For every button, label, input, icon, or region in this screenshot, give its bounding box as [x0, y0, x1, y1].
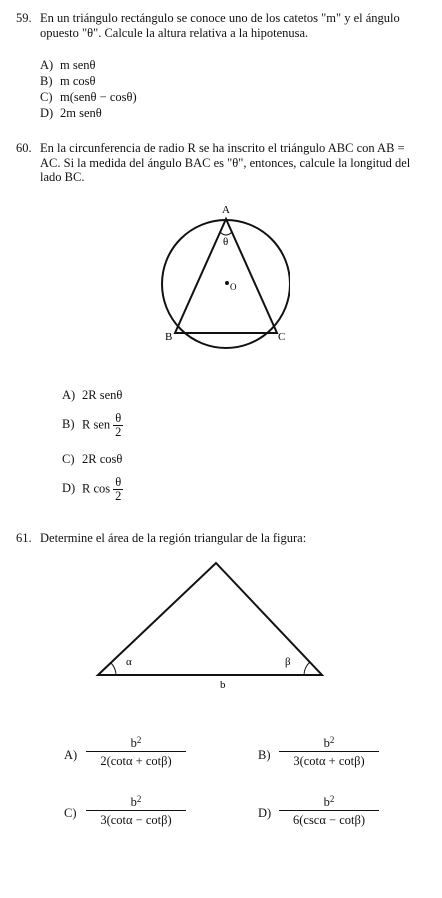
- question-text: En la circunferencia de radio R se ha inscrito el triángulo ABC con AB = AC. Si la medida del ángulo BAC es "θ", entonces, calcule la longitud del lado BC.: [40, 141, 411, 184]
- angle-alpha-arc: [111, 663, 116, 675]
- option-letter: C): [40, 90, 53, 104]
- fraction: [113, 476, 123, 503]
- fraction-numerator: $b^2$: [323, 794, 335, 809]
- option-d[interactable]: [62, 476, 123, 503]
- question-text: Determine el área de la región triangular de la figura:: [40, 531, 307, 545]
- option-text: m cosθ: [60, 74, 96, 88]
- fraction-numerator: θ: [115, 411, 122, 425]
- fraction: [113, 412, 123, 439]
- option-b[interactable]: [40, 74, 96, 89]
- vertex-c-label: C: [278, 331, 286, 343]
- option-prefix: R cos: [82, 481, 111, 496]
- option-text: 2m senθ: [60, 106, 102, 120]
- option-d[interactable]: [40, 106, 102, 121]
- fraction: [86, 735, 186, 769]
- fraction-denominator: 2: [115, 425, 122, 439]
- fraction-denominator: 2(cotα + cotβ): [86, 751, 186, 769]
- option-letter: D): [62, 481, 76, 496]
- option-letter: D): [40, 106, 54, 120]
- question-text: En un triángulo rectángulo se conoce uno de los catetos "m" y el ángulo opuesto "θ". Calcule la altura relativa a la hipotenusa.: [40, 11, 400, 40]
- option-letter: B): [258, 748, 271, 762]
- option-text: 2R cosθ: [82, 452, 123, 466]
- fraction-denominator: 2: [115, 489, 122, 503]
- option-b[interactable]: [62, 412, 123, 439]
- option-text: 2R senθ: [82, 388, 123, 402]
- fraction-numerator: $b^2$: [130, 794, 142, 809]
- angle-beta-arc: [304, 662, 310, 675]
- option-c[interactable]: [62, 452, 122, 467]
- option-letter: A): [62, 388, 76, 402]
- fraction-numerator: θ: [115, 475, 122, 489]
- vertex-b-label: B: [165, 331, 173, 343]
- angle-theta-arc: [220, 232, 232, 235]
- fraction-denominator: 6(cscα − cotβ): [279, 810, 379, 828]
- base-b-label: b: [220, 679, 226, 690]
- option-letter: B): [62, 417, 75, 432]
- theta-label: θ: [223, 236, 229, 248]
- triangle-figure: [90, 555, 330, 690]
- option-a[interactable]: [40, 58, 96, 73]
- option-letter: D): [258, 806, 272, 820]
- fraction-numerator: $b^2$: [323, 735, 335, 750]
- option-letter: A): [64, 748, 78, 762]
- option-text: m senθ: [60, 58, 96, 72]
- question-number: 59.: [16, 11, 32, 25]
- beta-label: β: [285, 656, 291, 668]
- center-point: [225, 281, 229, 285]
- fraction: [279, 794, 379, 828]
- question-number: 60.: [16, 141, 32, 155]
- option-letter: C): [64, 806, 77, 820]
- question-number: 61.: [16, 531, 32, 545]
- alpha-label: α: [126, 656, 132, 668]
- option-prefix: R sen: [82, 417, 111, 432]
- fraction: [279, 735, 379, 769]
- option-letter: A): [40, 58, 54, 72]
- option-a[interactable]: [62, 388, 122, 403]
- fraction-denominator: 3(cotα + cotβ): [279, 751, 379, 769]
- option-text: m(senθ − cosθ): [60, 90, 137, 104]
- fraction-numerator: $b^2$: [130, 735, 142, 750]
- option-c[interactable]: [40, 90, 137, 105]
- fraction: [86, 794, 186, 828]
- option-letter: B): [40, 74, 53, 88]
- fraction-denominator: 3(cotα − cotβ): [86, 810, 186, 828]
- circle-triangle-figure: [150, 198, 290, 353]
- option-letter: C): [62, 452, 75, 466]
- vertex-a-label: A: [222, 204, 230, 216]
- center-o-label: O: [230, 282, 237, 292]
